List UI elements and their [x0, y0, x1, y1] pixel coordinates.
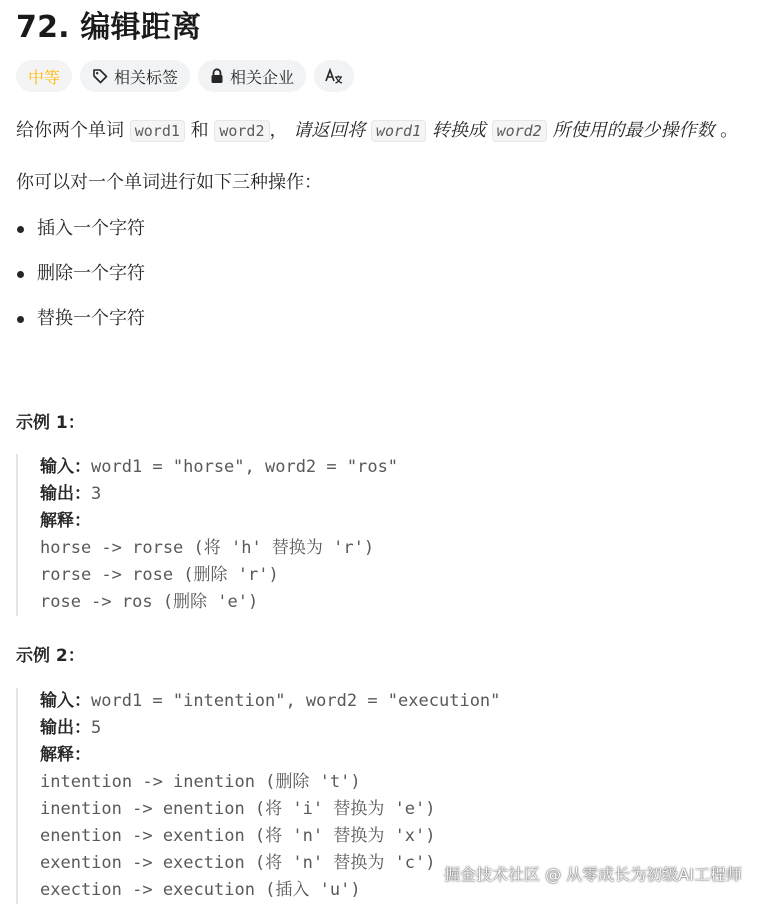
operations-intro: 你可以对一个单词进行如下三种操作： [16, 172, 322, 193]
explain-step: inention -> enention (将 'i' 替换为 'e') [40, 799, 436, 819]
explain-step: rorse -> rose (删除 'r') [40, 565, 279, 585]
explain-step: intention -> inention (删除 't') [40, 772, 361, 792]
example-input-line [40, 688, 500, 715]
related-companies-button[interactable] [198, 60, 306, 92]
inline-code: word1 [371, 120, 426, 142]
intro-emphasis: 请返回将 [287, 120, 371, 141]
difficulty-label: 中等 [28, 67, 61, 87]
explain-step: exection -> execution (插入 'u') [40, 880, 361, 900]
intro-text: ， [269, 120, 288, 141]
explain-label: 解释： [40, 511, 91, 531]
bullet-icon [17, 271, 24, 278]
example-2-block [16, 688, 500, 904]
watermark: 掘金技术社区 @ 从零成长为初级AI工程师 [444, 865, 742, 884]
input-label: 输入： [40, 457, 91, 477]
explain-step: horse -> rorse (将 'h' 替换为 'r') [40, 538, 375, 558]
difficulty-badge[interactable] [16, 60, 72, 92]
problem-title: 72. 编辑距离 [16, 10, 202, 45]
intro-text: 给你两个单词 [16, 120, 130, 141]
output-label: 输出： [40, 484, 91, 504]
output-label: 输出： [40, 718, 91, 738]
translate-icon [325, 68, 343, 84]
example-explain-line [40, 508, 398, 535]
operation-label: 替换一个字符 [37, 308, 145, 329]
list-item [16, 304, 145, 349]
problem-statement [16, 116, 738, 142]
intro-emphasis: 所使用的最少操作数 [546, 120, 715, 141]
example-1-title: 示例 1： [16, 413, 85, 433]
output-value: 5 [91, 718, 102, 738]
operations-list [16, 214, 145, 349]
example-1-block [16, 454, 398, 616]
problem-tags [16, 60, 354, 92]
example-output-line [40, 715, 500, 742]
input-label: 输入： [40, 691, 91, 711]
explain-step: rose -> ros (删除 'e') [40, 592, 259, 612]
explain-step: enention -> exention (将 'n' 替换为 'x') [40, 826, 436, 846]
inline-code: word1 [130, 120, 185, 142]
related-tags-label: 相关标签 [114, 67, 179, 87]
inline-code: word2 [492, 120, 547, 142]
list-item [16, 214, 145, 259]
related-companies-label: 相关企业 [230, 67, 295, 87]
inline-code: word2 [214, 120, 269, 142]
operation-label: 插入一个字符 [37, 218, 145, 239]
bullet-icon [17, 316, 24, 323]
intro-text: 。 [714, 120, 739, 141]
intro-emphasis: 转换成 [426, 120, 492, 141]
related-tags-button[interactable] [80, 60, 190, 92]
bullet-icon [17, 226, 24, 233]
list-item [16, 259, 145, 304]
tag-icon [92, 68, 108, 84]
input-value: word1 = "horse", word2 = "ros" [91, 457, 399, 477]
explain-label: 解释： [40, 745, 91, 765]
output-value: 3 [91, 484, 102, 504]
example-output-line [40, 481, 398, 508]
example-2-title: 示例 2： [16, 646, 85, 666]
explain-step: exention -> exection (将 'n' 替换为 'c') [40, 853, 436, 873]
example-explain-line [40, 742, 500, 769]
intro-text: 和 [184, 120, 215, 141]
translate-button[interactable] [314, 60, 354, 92]
operation-label: 删除一个字符 [37, 263, 145, 284]
lock-icon [210, 68, 224, 84]
input-value: word1 = "intention", word2 = "execution" [91, 691, 501, 711]
example-input-line [40, 454, 398, 481]
